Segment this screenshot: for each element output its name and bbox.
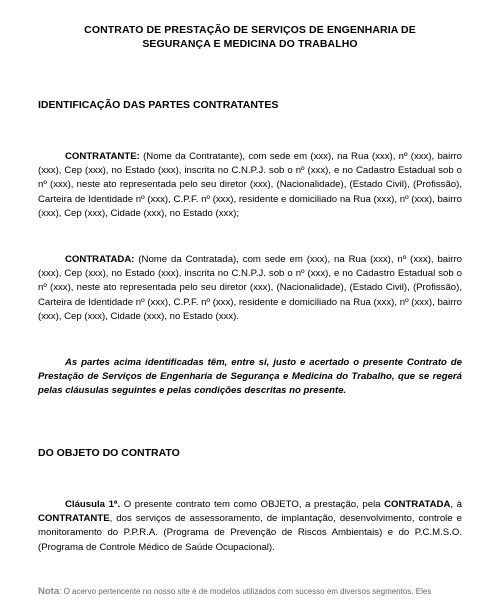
document-title-line-2: SEGURANÇA E MEDICINA DO TRABALHO bbox=[142, 38, 358, 50]
clause-1-paragraph bbox=[38, 498, 462, 555]
contratada-paragraph bbox=[38, 253, 462, 324]
section-heading-parties: IDENTIFICAÇÃO DAS PARTES CONTRATANTES bbox=[38, 99, 279, 111]
contratada-label: CONTRATADA: bbox=[65, 254, 135, 265]
contratante-text: (Nome da Contratante), com sede em (xxx), na Rua (xxx), nº (xxx), bairro (xxx), Cep (xxx), no Estado (xxx), inscrita no C.N.P.J. sob o nº (xxx), e no Cadastro Estadual sob o nº (xxx), neste ato representada pelo seu diretor (xxx), (Nacionalidade), (Estado Civil), (Profissão), Carteira de Identidade nº (xxx), C.P.F. nº (xxx), residente e domiciliado na Rua (xxx), nº (xxx), bairro (xxx), Cep (xxx), Cidade (xxx), no Estado (xxx); bbox=[38, 151, 462, 219]
clause-1-label: Cláusula 1ª. bbox=[65, 499, 121, 510]
agreement-paragraph: As partes acima identificadas têm, entre si, justo e acertado o presente Contrato de Prestação de Serviços de Engenharia de Segurança e Medicina do Trabalho, que se regerá pelas cláusulas seguintes e pelas condições descritas no presente. bbox=[38, 357, 462, 397]
clause-1-text-b: , à bbox=[450, 499, 462, 510]
clause-1-text-c: , dos serviços de assessoramento, de implantação, desenvolvimento, controle e monitoramento do P.P.R.A. (Programa de Prevenção de Riscos Ambientais) e do P.C.M.S.O. (Programa de Controle Médico de Saúde Ocupacional). bbox=[38, 513, 462, 553]
note-text: : O acervo pertencente no nosso site é de modelos utilizados com sucesso em diversos segmentos. Eles bbox=[59, 587, 432, 596]
footer-note bbox=[38, 586, 478, 598]
clause-1-contratada: CONTRATADA bbox=[384, 499, 451, 510]
clause-1-contratante: CONTRATANTE bbox=[38, 513, 110, 525]
contratante-paragraph bbox=[38, 150, 462, 221]
note-label: Nota bbox=[38, 586, 60, 597]
clause-1-text-a: O presente contrato tem como OBJETO, a prestação, pela bbox=[120, 499, 385, 510]
contratada-text: (Nome da Contratada), com sede em (xxx), na Rua (xxx), nº (xxx), bairro (xxx), Cep (xxx), no Estado (xxx), inscrita no C.N.P.J. sob o nº (xxx), e no Cadastro Estadual sob o nº (xxx), neste ato representada pelo seu diretor (xxx), (Nacionalidade), (Estado Civil), (Profissão), Carteira de Identidade nº (xxx), C.P.F. nº (xxx), residente e domiciliado na Rua (xxx), nº (xxx), bairro (xxx), Cep (xxx), Cidade (xxx), no Estado (xxx). bbox=[38, 254, 462, 322]
document-title-line-1: CONTRATO DE PRESTAÇÃO DE SERVIÇOS DE ENGENHARIA DE bbox=[84, 24, 416, 36]
section-heading-object: DO OBJETO DO CONTRATO bbox=[38, 447, 180, 459]
contratante-label: CONTRATANTE: bbox=[65, 151, 140, 162]
